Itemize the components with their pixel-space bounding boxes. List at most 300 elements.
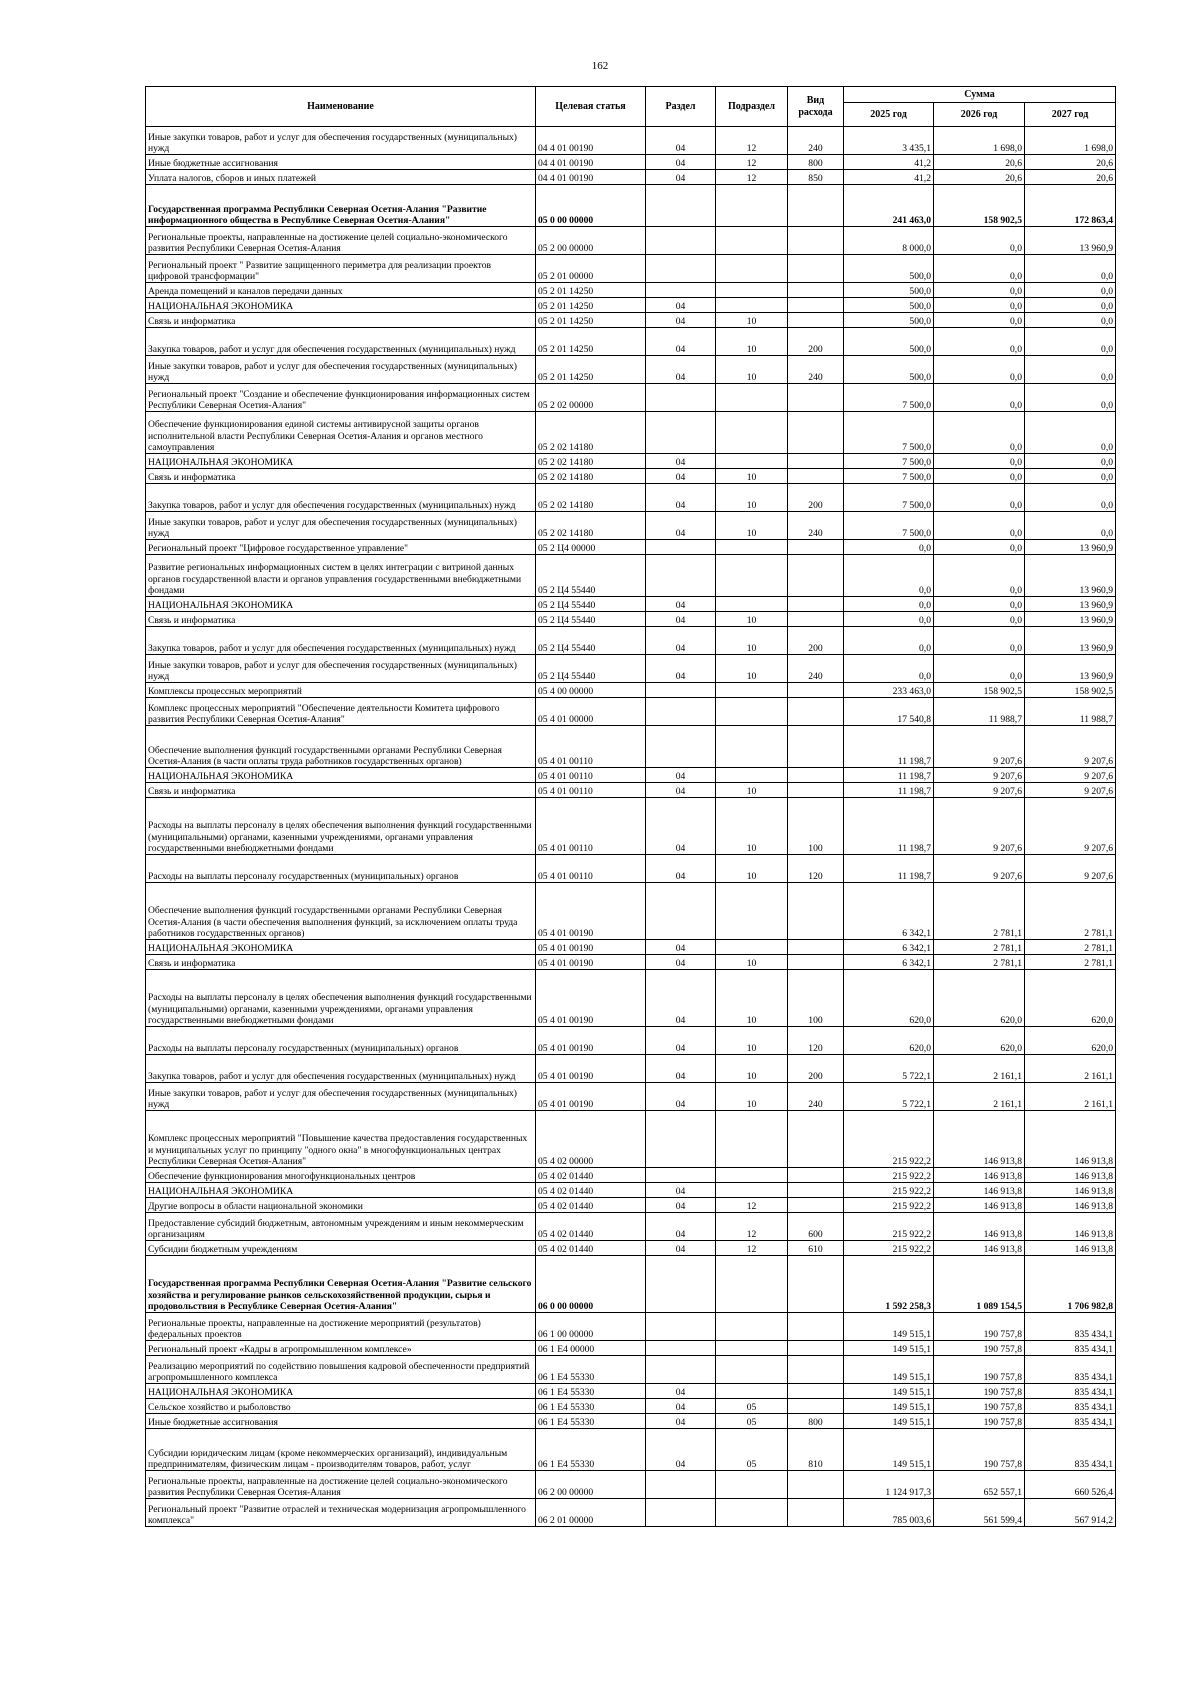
row-subsection-cell — [716, 1111, 788, 1168]
row-sum-2026-cell: 11 988,7 — [934, 698, 1025, 726]
row-name-cell: Сельское хозяйство и рыболовство — [146, 1399, 536, 1414]
row-name-cell: Субсидии юридическим лицам (кроме некоммерческих организаций), индивидуальным предпринимателям, физическим лицам - производителям товаров, работ, услуг — [146, 1429, 536, 1471]
row-subsection-cell: 12 — [716, 1241, 788, 1256]
row-sum-2025-cell: 7 500,0 — [844, 512, 934, 540]
row-sum-2026-cell: 2 781,1 — [934, 940, 1025, 955]
row-section-cell — [646, 1499, 716, 1527]
row-sum-2026-cell: 190 757,8 — [934, 1429, 1025, 1471]
row-target-cell: 05 2 Ц4 00000 — [536, 540, 646, 555]
row-name-cell: Иные закупки товаров, работ и услуг для обеспечения государственных (муниципальных) нужд — [146, 127, 536, 155]
row-subsection-cell — [716, 185, 788, 227]
row-expense-type-cell — [788, 1256, 844, 1313]
row-subsection-cell — [716, 726, 788, 768]
header-name: Наименование — [146, 87, 536, 127]
row-target-cell: 05 4 01 00190 — [536, 1027, 646, 1055]
row-section-cell — [646, 683, 716, 698]
row-expense-type-cell — [788, 227, 844, 255]
row-sum-2026-cell: 0,0 — [934, 328, 1025, 356]
row-subsection-cell: 12 — [716, 1213, 788, 1241]
row-sum-2025-cell: 3 435,1 — [844, 127, 934, 155]
row-subsection-cell — [716, 1471, 788, 1499]
row-target-cell: 06 1 00 00000 — [536, 1313, 646, 1341]
row-expense-type-cell — [788, 313, 844, 328]
row-subsection-cell — [716, 454, 788, 469]
row-section-cell: 04 — [646, 970, 716, 1027]
row-sum-2025-cell: 500,0 — [844, 328, 934, 356]
row-sum-2026-cell: 0,0 — [934, 283, 1025, 298]
row-section-cell — [646, 883, 716, 940]
row-sum-2027-cell: 9 207,6 — [1025, 798, 1116, 855]
row-sum-2026-cell: 9 207,6 — [934, 798, 1025, 855]
row-name-cell: Расходы на выплаты персоналу в целях обеспечения выполнения функций государственными (муниципальными) органами, казенными учреждениями, органами управления государственными внебюджетными фондами — [146, 798, 536, 855]
header-section: Раздел — [646, 87, 716, 127]
row-section-cell: 04 — [646, 612, 716, 627]
row-target-cell: 05 2 02 14180 — [536, 454, 646, 469]
row-expense-type-cell — [788, 883, 844, 940]
row-target-cell: 05 2 01 14250 — [536, 298, 646, 313]
row-name-cell: Обеспечение выполнения функций государственными органами Республики Северная Осетия-Алания (в части обеспечения выполнения функций, за исключением оплаты труда работников государственных органов) — [146, 883, 536, 940]
row-target-cell: 06 2 00 00000 — [536, 1471, 646, 1499]
row-sum-2025-cell: 241 463,0 — [844, 185, 934, 227]
row-target-cell: 05 2 Ц4 55440 — [536, 655, 646, 683]
row-name-cell: Предоставление субсидий бюджетным, автономным учреждениям и иным некоммерческим организациям — [146, 1213, 536, 1241]
table-row — [146, 855, 1116, 883]
row-sum-2027-cell: 620,0 — [1025, 970, 1116, 1027]
row-sum-2025-cell: 11 198,7 — [844, 855, 934, 883]
row-sum-2025-cell: 41,2 — [844, 170, 934, 185]
row-sum-2027-cell: 0,0 — [1025, 313, 1116, 328]
row-name-cell: Уплата налогов, сборов и иных платежей — [146, 170, 536, 185]
table-row — [146, 940, 1116, 955]
row-sum-2026-cell: 0,0 — [934, 655, 1025, 683]
row-sum-2027-cell: 9 207,6 — [1025, 783, 1116, 798]
row-section-cell: 04 — [646, 454, 716, 469]
row-sum-2027-cell: 13 960,9 — [1025, 540, 1116, 555]
row-sum-2027-cell: 835 434,1 — [1025, 1313, 1116, 1341]
row-subsection-cell — [716, 1384, 788, 1399]
row-sum-2026-cell: 146 913,8 — [934, 1111, 1025, 1168]
row-expense-type-cell — [788, 955, 844, 970]
row-section-cell: 04 — [646, 512, 716, 540]
row-sum-2025-cell: 7 500,0 — [844, 469, 934, 484]
row-name-cell: НАЦИОНАЛЬНАЯ ЭКОНОМИКА — [146, 597, 536, 612]
row-subsection-cell — [716, 1256, 788, 1313]
row-target-cell: 05 2 Ц4 55440 — [536, 555, 646, 597]
row-sum-2027-cell: 660 526,4 — [1025, 1471, 1116, 1499]
row-sum-2027-cell: 146 913,8 — [1025, 1111, 1116, 1168]
row-sum-2026-cell: 0,0 — [934, 227, 1025, 255]
row-sum-2025-cell: 149 515,1 — [844, 1356, 934, 1384]
table-body — [146, 127, 1116, 1527]
row-sum-2026-cell: 0,0 — [934, 540, 1025, 555]
row-sum-2026-cell: 0,0 — [934, 454, 1025, 469]
row-sum-2027-cell: 0,0 — [1025, 484, 1116, 512]
row-sum-2025-cell: 0,0 — [844, 540, 934, 555]
row-expense-type-cell — [788, 940, 844, 955]
row-subsection-cell — [716, 698, 788, 726]
row-target-cell: 05 2 02 14180 — [536, 512, 646, 540]
row-subsection-cell: 05 — [716, 1399, 788, 1414]
row-sum-2026-cell: 146 913,8 — [934, 1241, 1025, 1256]
row-sum-2026-cell: 9 207,6 — [934, 855, 1025, 883]
row-sum-2027-cell: 146 913,8 — [1025, 1198, 1116, 1213]
table-row — [146, 612, 1116, 627]
row-target-cell: 05 4 01 00000 — [536, 698, 646, 726]
row-sum-2027-cell: 2 781,1 — [1025, 955, 1116, 970]
row-subsection-cell — [716, 412, 788, 454]
row-sum-2027-cell: 2 161,1 — [1025, 1083, 1116, 1111]
row-target-cell: 06 1 E4 55330 — [536, 1414, 646, 1429]
header-year-2025: 2025 год — [844, 103, 934, 127]
table-row — [146, 1027, 1116, 1055]
row-sum-2027-cell: 20,6 — [1025, 155, 1116, 170]
table-row — [146, 1471, 1116, 1499]
row-sum-2025-cell: 6 342,1 — [844, 955, 934, 970]
row-sum-2025-cell: 149 515,1 — [844, 1384, 934, 1399]
row-target-cell: 04 4 01 00190 — [536, 155, 646, 170]
row-sum-2025-cell: 215 922,2 — [844, 1198, 934, 1213]
row-sum-2026-cell: 190 757,8 — [934, 1313, 1025, 1341]
row-sum-2027-cell: 146 913,8 — [1025, 1213, 1116, 1241]
row-sum-2027-cell: 13 960,9 — [1025, 612, 1116, 627]
row-sum-2027-cell: 0,0 — [1025, 328, 1116, 356]
table-row — [146, 283, 1116, 298]
table-row — [146, 170, 1116, 185]
row-target-cell: 05 4 01 00190 — [536, 1055, 646, 1083]
table-row — [146, 798, 1116, 855]
row-target-cell: 05 2 01 14250 — [536, 356, 646, 384]
row-section-cell — [646, 1313, 716, 1341]
table-row — [146, 298, 1116, 313]
row-sum-2026-cell: 0,0 — [934, 484, 1025, 512]
row-sum-2027-cell: 9 207,6 — [1025, 855, 1116, 883]
row-sum-2027-cell: 172 863,4 — [1025, 185, 1116, 227]
row-subsection-cell: 12 — [716, 127, 788, 155]
row-expense-type-cell — [788, 1198, 844, 1213]
row-target-cell: 05 4 01 00190 — [536, 940, 646, 955]
row-subsection-cell — [716, 597, 788, 612]
row-sum-2027-cell: 0,0 — [1025, 384, 1116, 412]
row-target-cell: 04 4 01 00190 — [536, 170, 646, 185]
row-name-cell: Комплексы процессных мероприятий — [146, 683, 536, 698]
row-expense-type-cell: 800 — [788, 155, 844, 170]
row-target-cell: 05 4 01 00190 — [536, 955, 646, 970]
row-target-cell: 05 2 01 14250 — [536, 328, 646, 356]
row-name-cell: НАЦИОНАЛЬНАЯ ЭКОНОМИКА — [146, 454, 536, 469]
row-sum-2026-cell: 190 757,8 — [934, 1399, 1025, 1414]
row-section-cell: 04 — [646, 170, 716, 185]
row-sum-2027-cell: 146 913,8 — [1025, 1168, 1116, 1183]
row-sum-2025-cell: 149 515,1 — [844, 1414, 934, 1429]
row-name-cell: Связь и информатика — [146, 783, 536, 798]
row-section-cell: 04 — [646, 328, 716, 356]
row-section-cell: 04 — [646, 768, 716, 783]
row-name-cell: НАЦИОНАЛЬНАЯ ЭКОНОМИКА — [146, 940, 536, 955]
row-sum-2025-cell: 41,2 — [844, 155, 934, 170]
row-name-cell: Иные закупки товаров, работ и услуг для обеспечения государственных (муниципальных) нужд — [146, 1083, 536, 1111]
row-target-cell: 05 4 02 00000 — [536, 1111, 646, 1168]
row-name-cell: Региональный проект "Цифровое государственное управление" — [146, 540, 536, 555]
row-section-cell: 04 — [646, 1055, 716, 1083]
row-name-cell: Иные закупки товаров, работ и услуг для обеспечения государственных (муниципальных) нужд — [146, 356, 536, 384]
row-expense-type-cell: 200 — [788, 484, 844, 512]
row-section-cell: 04 — [646, 1241, 716, 1256]
row-sum-2026-cell: 9 207,6 — [934, 726, 1025, 768]
row-sum-2025-cell: 1 592 258,3 — [844, 1256, 934, 1313]
row-expense-type-cell — [788, 469, 844, 484]
row-sum-2026-cell: 652 557,1 — [934, 1471, 1025, 1499]
row-expense-type-cell — [788, 1384, 844, 1399]
row-expense-type-cell: 200 — [788, 1055, 844, 1083]
row-section-cell: 04 — [646, 484, 716, 512]
row-sum-2026-cell: 0,0 — [934, 313, 1025, 328]
row-sum-2027-cell: 835 434,1 — [1025, 1429, 1116, 1471]
row-sum-2026-cell: 0,0 — [934, 255, 1025, 283]
row-sum-2027-cell: 835 434,1 — [1025, 1341, 1116, 1356]
table-row — [146, 1414, 1116, 1429]
row-expense-type-cell: 120 — [788, 1027, 844, 1055]
row-sum-2026-cell: 146 913,8 — [934, 1168, 1025, 1183]
row-target-cell: 05 2 02 14180 — [536, 412, 646, 454]
row-sum-2027-cell: 835 434,1 — [1025, 1399, 1116, 1414]
row-sum-2025-cell: 0,0 — [844, 627, 934, 655]
row-section-cell — [646, 384, 716, 412]
row-target-cell: 05 2 01 14250 — [536, 283, 646, 298]
row-section-cell: 04 — [646, 356, 716, 384]
row-expense-type-cell: 100 — [788, 798, 844, 855]
row-section-cell — [646, 726, 716, 768]
row-sum-2026-cell: 146 913,8 — [934, 1213, 1025, 1241]
row-name-cell: Региональные проекты, направленные на достижение целей социально-экономического развития Республики Северная Осетия-Алания — [146, 227, 536, 255]
row-subsection-cell: 12 — [716, 170, 788, 185]
row-sum-2027-cell: 2 161,1 — [1025, 1055, 1116, 1083]
row-expense-type-cell — [788, 540, 844, 555]
row-target-cell: 04 4 01 00190 — [536, 127, 646, 155]
row-target-cell: 05 2 Ц4 55440 — [536, 627, 646, 655]
header-sum: Сумма — [844, 87, 1116, 103]
row-sum-2027-cell: 13 960,9 — [1025, 227, 1116, 255]
row-name-cell: Связь и информатика — [146, 955, 536, 970]
row-sum-2025-cell: 500,0 — [844, 255, 934, 283]
row-expense-type-cell — [788, 1183, 844, 1198]
row-sum-2026-cell: 561 599,4 — [934, 1499, 1025, 1527]
row-section-cell: 04 — [646, 1213, 716, 1241]
row-subsection-cell: 10 — [716, 1055, 788, 1083]
row-expense-type-cell — [788, 1356, 844, 1384]
row-target-cell: 05 2 02 14180 — [536, 484, 646, 512]
row-expense-type-cell — [788, 597, 844, 612]
row-name-cell: Региональный проект " Развитие защищенного периметра для реализации проектов цифровой трансформации" — [146, 255, 536, 283]
row-expense-type-cell — [788, 1471, 844, 1499]
row-sum-2027-cell: 0,0 — [1025, 469, 1116, 484]
row-name-cell: Иные бюджетные ассигнования — [146, 155, 536, 170]
row-sum-2025-cell: 5 722,1 — [844, 1083, 934, 1111]
table-row — [146, 484, 1116, 512]
row-target-cell: 06 0 00 00000 — [536, 1256, 646, 1313]
header-year-2026: 2026 год — [934, 103, 1025, 127]
row-section-cell — [646, 1256, 716, 1313]
row-sum-2027-cell: 13 960,9 — [1025, 555, 1116, 597]
row-subsection-cell: 10 — [716, 955, 788, 970]
row-expense-type-cell — [788, 683, 844, 698]
row-subsection-cell — [716, 555, 788, 597]
row-name-cell: Региональный проект «Кадры в агропромышленном комплексе» — [146, 1341, 536, 1356]
page-number: 162 — [591, 60, 609, 72]
row-expense-type-cell — [788, 298, 844, 313]
row-sum-2025-cell: 0,0 — [844, 597, 934, 612]
row-subsection-cell: 10 — [716, 798, 788, 855]
row-target-cell: 05 4 02 01440 — [536, 1213, 646, 1241]
row-name-cell: Иные закупки товаров, работ и услуг для обеспечения государственных (муниципальных) нужд — [146, 512, 536, 540]
row-section-cell: 04 — [646, 1183, 716, 1198]
row-sum-2027-cell: 1 706 982,8 — [1025, 1256, 1116, 1313]
row-target-cell: 06 2 01 00000 — [536, 1499, 646, 1527]
row-sum-2027-cell: 0,0 — [1025, 512, 1116, 540]
row-name-cell: Государственная программа Республики Северная Осетия-Алания "Развитие сельского хозяйства и регулирование рынков сельскохозяйственной продукции, сырья и продовольствия в Республике Северная Осетия-Алания" — [146, 1256, 536, 1313]
table-row — [146, 1083, 1116, 1111]
row-sum-2026-cell: 2 161,1 — [934, 1083, 1025, 1111]
row-sum-2025-cell: 11 198,7 — [844, 798, 934, 855]
row-subsection-cell — [716, 1183, 788, 1198]
row-expense-type-cell — [788, 698, 844, 726]
row-sum-2027-cell: 835 434,1 — [1025, 1356, 1116, 1384]
row-expense-type-cell: 120 — [788, 855, 844, 883]
row-sum-2027-cell: 9 207,6 — [1025, 726, 1116, 768]
row-section-cell — [646, 1168, 716, 1183]
row-subsection-cell — [716, 1356, 788, 1384]
row-sum-2025-cell: 17 540,8 — [844, 698, 934, 726]
row-sum-2025-cell: 0,0 — [844, 655, 934, 683]
row-subsection-cell — [716, 1341, 788, 1356]
row-sum-2027-cell: 835 434,1 — [1025, 1384, 1116, 1399]
row-target-cell: 05 4 01 00110 — [536, 783, 646, 798]
row-sum-2026-cell: 0,0 — [934, 597, 1025, 612]
row-expense-type-cell — [788, 412, 844, 454]
row-sum-2026-cell: 9 207,6 — [934, 768, 1025, 783]
row-sum-2025-cell: 149 515,1 — [844, 1429, 934, 1471]
row-sum-2026-cell: 0,0 — [934, 627, 1025, 655]
header-year-2027: 2027 год — [1025, 103, 1116, 127]
row-sum-2026-cell: 0,0 — [934, 384, 1025, 412]
row-section-cell: 04 — [646, 855, 716, 883]
row-name-cell: Обеспечение выполнения функций государственными органами Республики Северная Осетия-Алания (в части оплаты труда работников государственных органов) — [146, 726, 536, 768]
row-expense-type-cell: 600 — [788, 1213, 844, 1241]
row-section-cell: 04 — [646, 798, 716, 855]
row-sum-2026-cell: 2 781,1 — [934, 955, 1025, 970]
row-subsection-cell — [716, 255, 788, 283]
row-name-cell: Развитие региональных информационных систем в целях интеграции с витриной данных органов государственной власти и органов управления государственными внебюджетными фондами — [146, 555, 536, 597]
row-sum-2025-cell: 215 922,2 — [844, 1111, 934, 1168]
table-row — [146, 726, 1116, 768]
row-section-cell — [646, 698, 716, 726]
row-subsection-cell: 05 — [716, 1414, 788, 1429]
table-row — [146, 597, 1116, 612]
row-sum-2026-cell: 20,6 — [934, 155, 1025, 170]
row-section-cell — [646, 255, 716, 283]
table-row — [146, 127, 1116, 155]
row-target-cell: 06 1 E4 55330 — [536, 1356, 646, 1384]
table-row — [146, 1055, 1116, 1083]
row-section-cell — [646, 283, 716, 298]
row-target-cell: 05 4 02 01440 — [536, 1241, 646, 1256]
row-expense-type-cell: 850 — [788, 170, 844, 185]
header-subsection: Подраздел — [716, 87, 788, 127]
row-sum-2026-cell: 0,0 — [934, 469, 1025, 484]
row-subsection-cell — [716, 540, 788, 555]
row-expense-type-cell — [788, 454, 844, 469]
row-sum-2026-cell: 146 913,8 — [934, 1198, 1025, 1213]
row-section-cell — [646, 412, 716, 454]
table-row — [146, 768, 1116, 783]
row-expense-type-cell: 610 — [788, 1241, 844, 1256]
row-target-cell: 05 4 02 01440 — [536, 1198, 646, 1213]
row-sum-2025-cell: 500,0 — [844, 313, 934, 328]
table-row — [146, 1313, 1116, 1341]
row-section-cell: 04 — [646, 155, 716, 170]
row-expense-type-cell: 200 — [788, 328, 844, 356]
row-section-cell — [646, 1111, 716, 1168]
row-name-cell: Государственная программа Республики Северная Осетия-Алания "Развитие информационного общества в Республике Северная Осетия-Алания" — [146, 185, 536, 227]
row-sum-2025-cell: 149 515,1 — [844, 1313, 934, 1341]
table-row — [146, 1168, 1116, 1183]
table-row — [146, 1183, 1116, 1198]
row-subsection-cell: 10 — [716, 1027, 788, 1055]
row-name-cell: НАЦИОНАЛЬНАЯ ЭКОНОМИКА — [146, 768, 536, 783]
row-expense-type-cell — [788, 555, 844, 597]
table-row — [146, 883, 1116, 940]
table-row — [146, 1399, 1116, 1414]
row-sum-2025-cell: 5 722,1 — [844, 1055, 934, 1083]
row-target-cell: 05 2 Ц4 55440 — [536, 612, 646, 627]
row-sum-2027-cell: 835 434,1 — [1025, 1414, 1116, 1429]
row-section-cell — [646, 540, 716, 555]
row-sum-2026-cell: 190 757,8 — [934, 1356, 1025, 1384]
row-sum-2025-cell: 7 500,0 — [844, 454, 934, 469]
row-sum-2025-cell: 149 515,1 — [844, 1399, 934, 1414]
row-sum-2025-cell: 11 198,7 — [844, 783, 934, 798]
row-subsection-cell: 10 — [716, 855, 788, 883]
row-section-cell: 04 — [646, 1198, 716, 1213]
row-expense-type-cell — [788, 185, 844, 227]
row-name-cell: Расходы на выплаты персоналу государственных (муниципальных) органов — [146, 1027, 536, 1055]
row-subsection-cell — [716, 1499, 788, 1527]
row-subsection-cell: 10 — [716, 328, 788, 356]
row-expense-type-cell: 240 — [788, 127, 844, 155]
row-subsection-cell — [716, 940, 788, 955]
row-name-cell: Комплекс процессных мероприятий "Повышение качества предоставления государственных и муниципальных услуг по принципу "одного окна" в многофункциональных центрах Республики Северная Осетия-Алания" — [146, 1111, 536, 1168]
row-sum-2025-cell: 0,0 — [844, 555, 934, 597]
row-name-cell: Связь и информатика — [146, 469, 536, 484]
row-sum-2026-cell: 190 757,8 — [934, 1414, 1025, 1429]
row-section-cell: 04 — [646, 1399, 716, 1414]
row-sum-2027-cell: 13 960,9 — [1025, 655, 1116, 683]
row-section-cell — [646, 555, 716, 597]
row-sum-2026-cell: 0,0 — [934, 612, 1025, 627]
row-target-cell: 05 4 01 00190 — [536, 970, 646, 1027]
row-target-cell: 05 4 01 00190 — [536, 883, 646, 940]
row-sum-2026-cell: 2 781,1 — [934, 883, 1025, 940]
row-sum-2027-cell: 620,0 — [1025, 1027, 1116, 1055]
row-sum-2025-cell: 620,0 — [844, 970, 934, 1027]
row-subsection-cell: 10 — [716, 313, 788, 328]
row-sum-2025-cell: 11 198,7 — [844, 768, 934, 783]
row-sum-2025-cell: 8 000,0 — [844, 227, 934, 255]
row-sum-2025-cell: 500,0 — [844, 356, 934, 384]
row-section-cell: 04 — [646, 313, 716, 328]
row-target-cell: 05 2 02 14180 — [536, 469, 646, 484]
row-sum-2027-cell: 0,0 — [1025, 412, 1116, 454]
row-sum-2025-cell: 6 342,1 — [844, 883, 934, 940]
